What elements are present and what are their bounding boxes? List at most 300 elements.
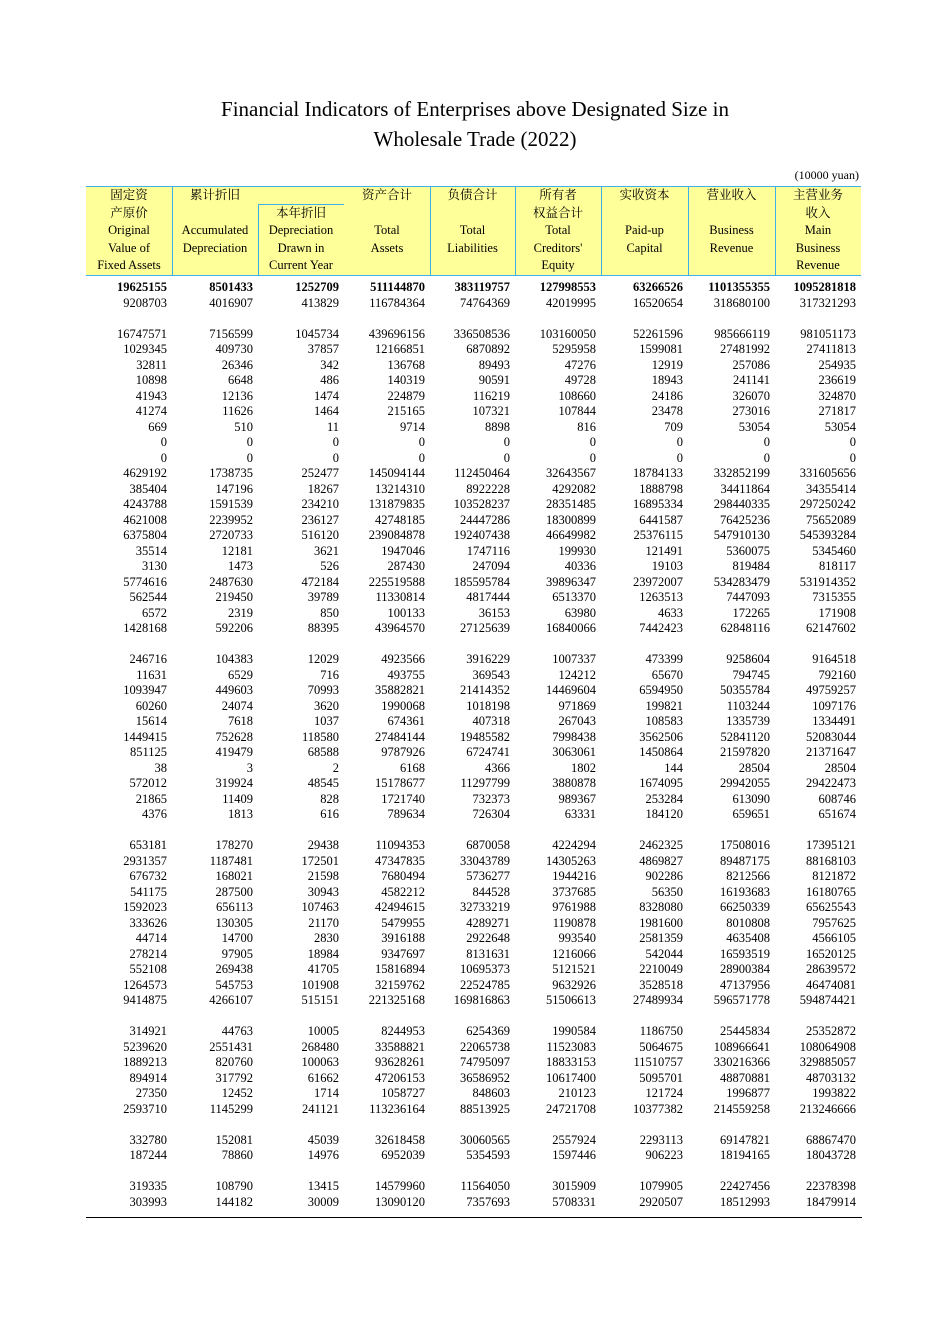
table-cell: 42019995 — [546, 295, 596, 310]
table-cell: 108660 — [558, 388, 596, 403]
table-cell: 0 — [160, 435, 167, 449]
table-cell: 562544 — [129, 590, 167, 604]
table-row — [86, 404, 861, 420]
table-cell: 0 — [763, 435, 770, 449]
table-cell: 318680100 — [713, 295, 770, 310]
table-cell: 254935 — [818, 357, 856, 372]
table-cell: 1145299 — [209, 1101, 253, 1116]
header-text: 所有者 — [539, 188, 577, 202]
table-cell: 22065738 — [460, 1039, 510, 1054]
table-cell: 1599081 — [639, 342, 683, 356]
table-cell: 0 — [503, 435, 510, 449]
table-cell: 9164518 — [812, 652, 856, 666]
table-cell: 317321293 — [799, 295, 856, 310]
header-text: Liabilities — [447, 240, 498, 255]
header-text: 负债合计 — [447, 188, 498, 202]
table-cell: 1996877 — [726, 1086, 770, 1100]
table-cell: 9414875 — [123, 993, 167, 1007]
table-cell: 472184 — [301, 574, 339, 589]
table-cell: 68588 — [307, 745, 339, 759]
table-cell: 4266107 — [209, 993, 253, 1007]
table-cell: 21414352 — [460, 683, 510, 697]
table-cell: 383119757 — [454, 280, 510, 294]
table-cell: 32811 — [136, 357, 167, 372]
table-row — [86, 482, 861, 498]
table-cell: 0 — [246, 435, 253, 449]
table-row — [86, 296, 861, 312]
header-text: 收入 — [805, 205, 831, 220]
table-cell: 45039 — [307, 1132, 339, 1147]
table-cell: 1018198 — [466, 698, 510, 713]
table-cell: 1058727 — [381, 1086, 425, 1100]
table-cell: 21865 — [135, 791, 167, 806]
table-cell: 34355414 — [806, 481, 856, 496]
table-cell: 43964570 — [375, 621, 425, 635]
table-cell: 15614 — [135, 714, 167, 728]
table-row — [86, 730, 861, 746]
table-cell: 140319 — [387, 373, 425, 387]
table-row — [86, 962, 861, 978]
table-cell: 6594950 — [639, 683, 683, 697]
table-cell: 3130 — [142, 559, 167, 573]
table-row — [86, 807, 861, 823]
table-cell: 2551431 — [209, 1039, 253, 1054]
table-cell: 24721708 — [546, 1101, 596, 1116]
table-cell: 33588821 — [375, 1039, 425, 1054]
table-cell: 1428168 — [123, 621, 167, 635]
header-text: Creditors' — [533, 240, 583, 255]
table-cell: 439696156 — [368, 326, 425, 341]
table-cell: 18300899 — [546, 512, 596, 527]
table-cell: 32643567 — [546, 466, 596, 480]
table-cell: 317792 — [215, 1070, 253, 1085]
table-cell: 3 — [246, 760, 253, 775]
table-cell: 4923566 — [381, 652, 425, 666]
table-cell: 419479 — [215, 745, 253, 759]
table-cell: 6572 — [142, 605, 167, 620]
header-text — [344, 257, 430, 275]
table-cell: 314921 — [129, 1024, 167, 1038]
table-cell: 2239952 — [209, 512, 253, 527]
table-cell: 971869 — [558, 698, 596, 713]
table-cell: 22378398 — [806, 1179, 856, 1193]
table-cell: 62848116 — [720, 621, 770, 635]
table-cell: 74795097 — [460, 1055, 510, 1069]
table-cell: 28504 — [824, 760, 856, 775]
table-cell: 816 — [577, 419, 596, 434]
table-cell: 6870892 — [466, 342, 510, 356]
table-cell: 659651 — [732, 807, 770, 821]
table-row — [86, 420, 861, 436]
table-cell: 848603 — [472, 1086, 510, 1100]
table-cell: 6441587 — [639, 512, 683, 527]
table-cell: 18267 — [307, 481, 339, 496]
header-col-4 — [344, 187, 430, 275]
table-cell: 0 — [763, 450, 770, 465]
table-cell: 4629192 — [123, 466, 167, 480]
table-cell: 12136 — [221, 388, 253, 403]
table-row — [86, 590, 861, 606]
header-text: 产原价 — [110, 205, 148, 220]
table-cell: 34411864 — [720, 481, 770, 496]
table-cell: 8244953 — [381, 1024, 425, 1038]
table-cell: 4635408 — [726, 931, 770, 945]
table-cell: 4621008 — [123, 512, 167, 527]
table-cell: 271817 — [818, 404, 856, 418]
group-spacer — [86, 1117, 861, 1133]
header-text: 实收资本 — [619, 188, 670, 202]
table-row — [86, 668, 861, 684]
table-cell: 732373 — [472, 791, 510, 806]
header-text — [688, 257, 775, 275]
table-cell: 6952039 — [381, 1148, 425, 1162]
table-cell: 287430 — [387, 559, 425, 573]
table-cell: 2720733 — [209, 528, 253, 542]
table-cell: 37857 — [307, 342, 339, 356]
table-cell: 56350 — [651, 884, 683, 899]
table-cell: 326070 — [732, 388, 770, 403]
table-cell: 794745 — [732, 667, 770, 682]
table-cell: 5774616 — [123, 574, 167, 589]
table-cell: 516120 — [301, 528, 339, 542]
table-cell: 28504 — [738, 760, 770, 775]
table-cell: 14305263 — [546, 853, 596, 868]
table-cell: 828 — [320, 791, 339, 806]
table-cell: 0 — [246, 450, 253, 465]
table-cell: 616 — [320, 807, 339, 821]
table-cell: 210123 — [558, 1086, 596, 1100]
header-text: Value of — [108, 240, 150, 255]
table-cell: 1450864 — [639, 745, 683, 759]
table-cell: 7315355 — [812, 590, 856, 604]
table-cell: 70993 — [307, 683, 339, 697]
table-cell: 342 — [320, 357, 339, 372]
table-cell: 298440335 — [713, 497, 770, 511]
table-cell: 5095701 — [639, 1070, 683, 1085]
table-cell: 4243788 — [123, 497, 167, 511]
table-cell: 18512993 — [720, 1194, 770, 1209]
table-cell: 75652089 — [806, 512, 856, 527]
table-cell: 16895334 — [633, 497, 683, 511]
header-text: 本年折旧 — [275, 205, 326, 220]
table-cell: 16840066 — [546, 621, 596, 635]
header-subdivider — [258, 204, 344, 205]
table-cell: 23478 — [651, 404, 683, 418]
table-cell: 22524785 — [460, 977, 510, 992]
header-text: Depreciation — [268, 223, 334, 237]
table-cell: 1335739 — [726, 714, 770, 728]
header-text: Assets — [370, 240, 404, 255]
table-cell: 21597820 — [720, 745, 770, 759]
table-cell: 38 — [154, 760, 167, 775]
table-cell: 7357693 — [466, 1194, 510, 1209]
table-cell: 24074 — [221, 698, 253, 713]
table-cell: 3737685 — [552, 884, 596, 899]
table-cell: 413829 — [301, 295, 339, 310]
table-cell: 1093947 — [123, 683, 167, 697]
table-cell: 171908 — [818, 605, 856, 620]
table-cell: 287500 — [215, 884, 253, 899]
table-row — [86, 776, 861, 792]
table-cell: 10898 — [135, 373, 167, 387]
table-cell: 39896347 — [546, 574, 596, 589]
table-cell: 369543 — [472, 667, 510, 682]
table-cell: 12181 — [221, 543, 253, 558]
table-bottom-rule — [86, 1217, 862, 1218]
table-cell: 169816863 — [453, 993, 510, 1007]
table-cell: 4292082 — [552, 481, 596, 496]
table-cell: 215165 — [387, 404, 425, 418]
table-cell: 11523083 — [546, 1039, 596, 1054]
table-row — [86, 854, 861, 870]
table-cell: 2830 — [314, 931, 339, 945]
table-cell: 851125 — [129, 745, 167, 759]
table-cell: 1037 — [314, 714, 339, 728]
table-cell: 144 — [664, 760, 683, 775]
table-cell: 12919 — [651, 357, 683, 372]
table-cell: 113236164 — [369, 1101, 425, 1116]
table-cell: 4376 — [142, 807, 167, 821]
table-cell: 0 — [676, 450, 683, 465]
table-cell: 4566105 — [812, 931, 856, 945]
table-cell: 16180765 — [806, 884, 856, 899]
table-cell: 1802 — [571, 760, 596, 775]
table-cell: 7447093 — [726, 590, 770, 604]
table-cell: 1674095 — [639, 776, 683, 790]
table-cell: 324870 — [818, 388, 856, 403]
table-cell: 2487630 — [209, 574, 253, 589]
table-cell: 7957625 — [812, 915, 856, 930]
table-cell: 1097176 — [812, 698, 856, 713]
table-cell: 449603 — [215, 683, 253, 697]
table-cell: 4224294 — [552, 838, 596, 852]
table-cell: 40336 — [564, 559, 596, 573]
table-cell: 1101355355 — [708, 280, 770, 294]
header-text: Equity — [541, 258, 575, 272]
table-cell: 253284 — [645, 791, 683, 806]
table-cell: 11297799 — [460, 776, 510, 790]
table-cell: 8328080 — [639, 900, 683, 914]
table-cell: 53054 — [738, 419, 770, 434]
table-cell: 18043728 — [806, 1148, 856, 1162]
table-cell: 0 — [332, 435, 339, 449]
table-cell: 44763 — [221, 1024, 253, 1038]
header-text: Fixed Assets — [97, 258, 161, 272]
table-row — [86, 373, 861, 389]
table-cell: 278214 — [129, 946, 167, 961]
table-cell: 5064675 — [639, 1039, 683, 1054]
table-cell: 5708331 — [552, 1194, 596, 1209]
table-cell: 7998438 — [552, 729, 596, 744]
table-cell: 3063061 — [552, 745, 596, 759]
table-cell: 29438 — [307, 838, 339, 852]
header-text: Total — [459, 223, 486, 237]
table-cell: 1813 — [228, 807, 253, 821]
table-cell: 1029345 — [123, 342, 167, 356]
table-cell: 4869827 — [639, 853, 683, 868]
table-cell: 5345460 — [812, 543, 856, 558]
table-cell: 47276 — [564, 357, 596, 372]
table-cell: 330216366 — [713, 1055, 770, 1069]
table-cell: 5239620 — [123, 1039, 167, 1054]
table-cell: 234210 — [301, 497, 339, 511]
table-cell: 726304 — [472, 807, 510, 821]
table-cell: 60260 — [135, 698, 167, 713]
table-cell: 62147602 — [806, 621, 856, 635]
table-cell: 51506613 — [546, 993, 596, 1007]
header-text — [601, 205, 688, 223]
table-cell: 8131631 — [466, 946, 510, 961]
table-cell: 267043 — [558, 714, 596, 728]
header-col-5 — [430, 187, 515, 275]
table-cell: 5354593 — [466, 1148, 510, 1162]
table-cell: 676732 — [129, 869, 167, 883]
table-cell: 100063 — [301, 1055, 339, 1069]
table-cell: 1591539 — [209, 497, 253, 511]
table-cell: 29422473 — [806, 776, 856, 790]
table-cell: 4016907 — [209, 295, 253, 310]
table-cell: 985666119 — [714, 326, 770, 341]
table-cell: 332780 — [129, 1132, 167, 1147]
table-cell: 241121 — [301, 1101, 339, 1116]
table-cell: 1747116 — [466, 543, 510, 558]
table-cell: 545393284 — [799, 528, 856, 542]
table-cell: 9208703 — [123, 295, 167, 310]
table-cell: 168021 — [215, 869, 253, 883]
table-cell: 9761988 — [552, 900, 596, 914]
table-cell: 36153 — [478, 605, 510, 620]
table-cell: 596571778 — [713, 993, 770, 1007]
table-cell: 66250339 — [720, 900, 770, 914]
table-cell: 592206 — [215, 621, 253, 635]
table-row — [86, 916, 861, 932]
table-cell: 6648 — [228, 373, 253, 387]
table-cell: 11631 — [136, 667, 167, 682]
table-cell: 30060565 — [460, 1132, 510, 1147]
table-cell: 108966641 — [713, 1039, 770, 1054]
table-cell: 6529 — [228, 667, 253, 682]
header-divider — [430, 187, 431, 275]
table-cell: 36586952 — [460, 1070, 510, 1085]
table-cell: 541175 — [129, 884, 167, 899]
table-cell: 303993 — [129, 1194, 167, 1209]
header-text: Main — [804, 223, 832, 237]
table-cell: 789634 — [387, 807, 425, 821]
table-cell: 32618458 — [375, 1132, 425, 1147]
table-cell: 819484 — [732, 559, 770, 573]
table-cell: 9714 — [400, 419, 425, 434]
table-cell: 409730 — [215, 342, 253, 356]
table-row — [86, 1195, 861, 1211]
table-cell: 8010808 — [726, 915, 770, 930]
table-cell: 11330814 — [375, 590, 425, 604]
table-cell: 28351485 — [546, 497, 596, 511]
table-cell: 0 — [676, 435, 683, 449]
header-text: Revenue — [796, 258, 840, 272]
table-row — [86, 1148, 861, 1164]
table-cell: 1334491 — [812, 714, 856, 728]
page-title — [0, 94, 950, 154]
table-cell: 4633 — [658, 605, 683, 620]
table-cell: 184120 — [645, 807, 683, 821]
table-cell: 88168103 — [806, 853, 856, 868]
header-text: Original — [108, 223, 150, 237]
table-row — [86, 435, 861, 451]
table-cell: 6513370 — [552, 590, 596, 604]
table-cell: 89487175 — [720, 853, 770, 868]
table-cell: 108790 — [215, 1179, 253, 1193]
table-cell: 127998553 — [539, 280, 596, 294]
table-row — [86, 513, 861, 529]
table-cell: 152081 — [215, 1132, 253, 1147]
table-cell: 76425236 — [720, 512, 770, 527]
table-cell: 131879835 — [368, 497, 425, 511]
table-cell: 108064908 — [799, 1039, 856, 1054]
table-cell: 44714 — [135, 931, 167, 945]
table-cell: 30943 — [307, 884, 339, 899]
table-cell: 709 — [664, 419, 683, 434]
table-cell: 6254369 — [466, 1024, 510, 1038]
table-row — [86, 575, 861, 591]
table-cell: 78860 — [221, 1148, 253, 1162]
table-cell: 47347835 — [375, 853, 425, 868]
table-cell: 333626 — [129, 915, 167, 930]
table-cell: 0 — [418, 435, 425, 449]
table-cell: 97905 — [221, 946, 253, 961]
table-row — [86, 1102, 861, 1118]
table-cell: 39789 — [307, 590, 339, 604]
table-cell: 25352872 — [806, 1024, 856, 1038]
header-text: 营业收入 — [706, 188, 757, 202]
table-cell: 1264573 — [123, 977, 167, 992]
table-row — [86, 327, 861, 343]
table-cell: 2293113 — [639, 1132, 683, 1147]
table-cell: 14976 — [307, 1148, 339, 1162]
table-cell: 515151 — [301, 993, 339, 1007]
table-cell: 526 — [320, 559, 339, 573]
header-text: Business — [709, 223, 754, 237]
table-cell: 6870058 — [466, 838, 510, 852]
table-cell: 50355784 — [720, 683, 770, 697]
table-cell: 1187481 — [209, 853, 253, 868]
table-cell: 1597446 — [552, 1148, 596, 1162]
table-cell: 1103244 — [726, 698, 770, 713]
table-cell: 18784133 — [633, 466, 683, 480]
table-cell: 1473 — [228, 559, 253, 573]
table-cell: 213246666 — [799, 1101, 856, 1116]
table-cell: 594874421 — [799, 993, 856, 1007]
table-cell: 42494615 — [375, 900, 425, 914]
table-cell: 236127 — [301, 512, 339, 527]
table-cell: 3880878 — [552, 776, 596, 790]
table-cell: 49728 — [564, 373, 596, 387]
header-divider — [688, 187, 689, 275]
table-cell: 116219 — [472, 388, 510, 403]
table-row — [86, 1086, 861, 1102]
table-cell: 15816894 — [375, 962, 425, 976]
header-col-8 — [688, 187, 775, 275]
group-spacer — [86, 1009, 861, 1025]
table-cell: 11564050 — [460, 1179, 510, 1193]
header-divider — [515, 187, 516, 275]
table-cell: 103528237 — [453, 497, 510, 511]
table-cell: 297250242 — [799, 497, 856, 511]
table-cell: 894914 — [129, 1070, 167, 1085]
table-cell: 542044 — [645, 946, 683, 961]
table-cell: 32159762 — [375, 977, 425, 992]
table-row — [86, 1024, 861, 1040]
table-cell: 16747571 — [117, 326, 167, 341]
